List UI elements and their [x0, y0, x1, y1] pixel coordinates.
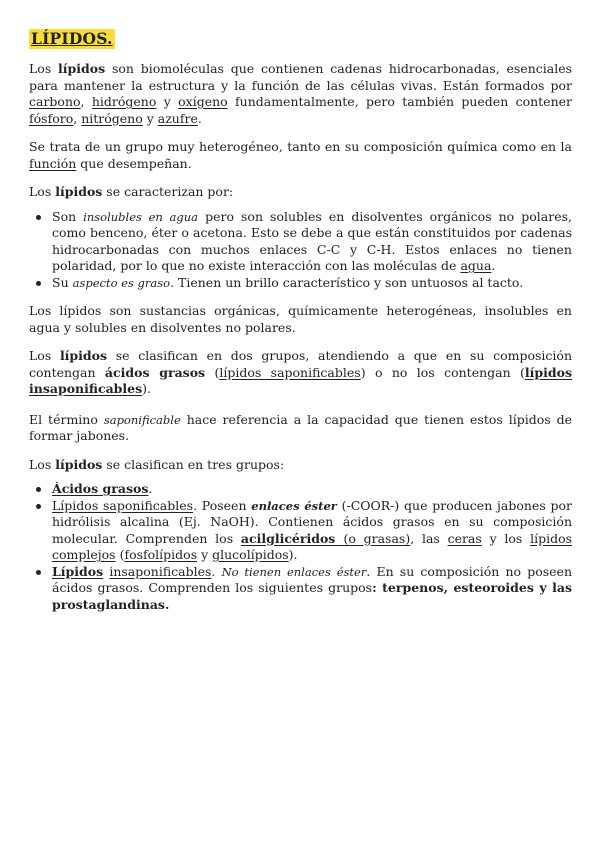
text: Su [52, 274, 73, 290]
link-fosforo[interactable]: fósforo [29, 110, 74, 126]
page-title: LÍPIDOS. [31, 29, 113, 48]
link-lipidos-complejos[interactable]: lípidos complejos [52, 530, 573, 562]
groups-intro [29, 457, 572, 474]
text: que desempeñan. [76, 155, 192, 171]
text: y los [481, 530, 531, 546]
characteristics-list [29, 209, 572, 292]
italic-term: insolubles en agua [83, 209, 199, 224]
text: Los [29, 184, 56, 199]
summary-paragraph: Los lípidos son sustancias orgánicas, químicamente heterogéneas, insolubles en agua y solubles en disolventes no polares. [29, 303, 572, 335]
text: El término [29, 411, 104, 427]
link-lipidos[interactable]: Lípidos [52, 563, 104, 579]
text: Se trata de un grupo muy heterogéneo, tanto en su composición química como en la [29, 139, 572, 154]
bullet-icon [36, 570, 41, 575]
bold-term: lípidos [59, 348, 108, 363]
text: , [80, 94, 92, 109]
link-nitrogeno[interactable]: nitrógeno [81, 110, 143, 126]
text: y [156, 94, 179, 109]
bullet-icon [36, 215, 41, 220]
text: se clasifican en tres grupos: [102, 456, 285, 472]
text: ( [205, 364, 220, 380]
link-oxigeno[interactable]: oxígeno [178, 94, 228, 109]
text: se clasifican en dos grupos, atendiendo a que en su composición contengan [29, 348, 573, 380]
text: Son [52, 208, 84, 224]
list-item [52, 481, 572, 498]
text: se caracterizan por: [102, 184, 234, 199]
link-lipidos-insaponificables[interactable]: lípidos insaponificables [29, 364, 572, 396]
text: Los [29, 348, 60, 363]
text: . [148, 481, 153, 496]
link-acidos-grasos[interactable]: Ácidos grasos [52, 481, 149, 496]
italic-term: No tienen enlaces éster [221, 564, 367, 579]
link-lipidos-saponificables[interactable]: Lípidos saponificables [52, 497, 194, 513]
text: son biomoléculas que contienen cadenas hidrocarbonadas, esenciales para mantener la estructura y la función de las células vivas. Están formados por [29, 61, 573, 93]
list-item [52, 275, 572, 292]
intro-paragraph [29, 61, 572, 127]
saponificable-paragraph [29, 412, 572, 445]
groups-list [29, 481, 572, 613]
text: ( [115, 547, 125, 562]
text: ). [288, 547, 298, 562]
text: (-COOR-) que producen jabones por hidrólisis alcalina (Ej. NaOH). Contienen ácidos grasos en su composición molecular. Comprenden los [52, 497, 573, 546]
text: . [491, 258, 496, 273]
list-item [52, 209, 572, 275]
list-item [52, 498, 572, 564]
text: y [197, 547, 213, 562]
link-grasas[interactable]: (o grasas) [343, 530, 411, 546]
text: . Poseen [193, 497, 252, 513]
text: . Tienen un brillo característico y son untuosos al tacto. [170, 274, 524, 290]
text: . [211, 563, 222, 579]
text: . [197, 110, 202, 126]
link-ceras[interactable]: ceras [447, 530, 482, 546]
text: . En su composición no poseen ácidos grasos. Comprenden los siguientes grupos [52, 563, 572, 595]
text: , las [410, 530, 448, 546]
link-carbono[interactable]: carbono [29, 94, 81, 109]
list-item [52, 564, 572, 614]
link-agua[interactable]: agua [460, 258, 492, 273]
text: hace referencia a la capacidad que tienen estos lípidos de formar jabones. [29, 411, 572, 443]
bullet-icon [36, 487, 41, 492]
text: pero son solubles en disolventes orgánicos no polares, como benceno, éter o acetona. Esto se debe a que están constituidos por cadenas hidrocarbonadas con muchos enlaces C-C y C-H. Estos enlaces no tienen polaridad, por lo que no existe interacción con las moléculas de [52, 208, 572, 273]
italic-term: aspecto es graso [72, 275, 171, 290]
document-page [29, 29, 572, 625]
text: ). [142, 381, 152, 396]
bold-term: lípidos [55, 456, 103, 472]
bold-italic-term: enlaces éster [251, 498, 337, 513]
link-acilgliceridos[interactable]: acilglicéridos [240, 530, 344, 546]
text: ) o no los contengan ( [360, 364, 525, 380]
classification-paragraph [29, 348, 572, 398]
text: y [142, 110, 158, 126]
bold-term: lípidos [58, 61, 106, 76]
bold-term: lípidos [55, 184, 103, 199]
heterogeneity-paragraph [29, 139, 572, 172]
link-fosfolipidos[interactable]: fosfolípidos [124, 547, 198, 562]
bullet-icon [36, 504, 41, 509]
link-glucolipidos[interactable]: glucolípidos [212, 547, 289, 562]
bold-term: : terpenos, esteoroides y las prostaglandinas. [52, 580, 572, 612]
link-azufre[interactable]: azufre [157, 110, 198, 126]
link-hidrogeno[interactable]: hidrógeno [91, 94, 157, 109]
link-funcion[interactable]: función [29, 155, 77, 171]
characteristics-intro [29, 184, 572, 201]
link-lipidos-saponificables[interactable]: lípidos saponificables [219, 364, 361, 380]
italic-term: saponificable [103, 412, 181, 427]
link-insaponificables[interactable]: insaponificables [109, 563, 212, 579]
bold-term: ácidos grasos [104, 364, 206, 380]
text: Los [29, 456, 56, 472]
bullet-icon [36, 281, 41, 286]
text: fundamentalmente, pero también pueden contener [227, 94, 572, 109]
text: , [73, 110, 82, 126]
text: Los [29, 61, 59, 76]
